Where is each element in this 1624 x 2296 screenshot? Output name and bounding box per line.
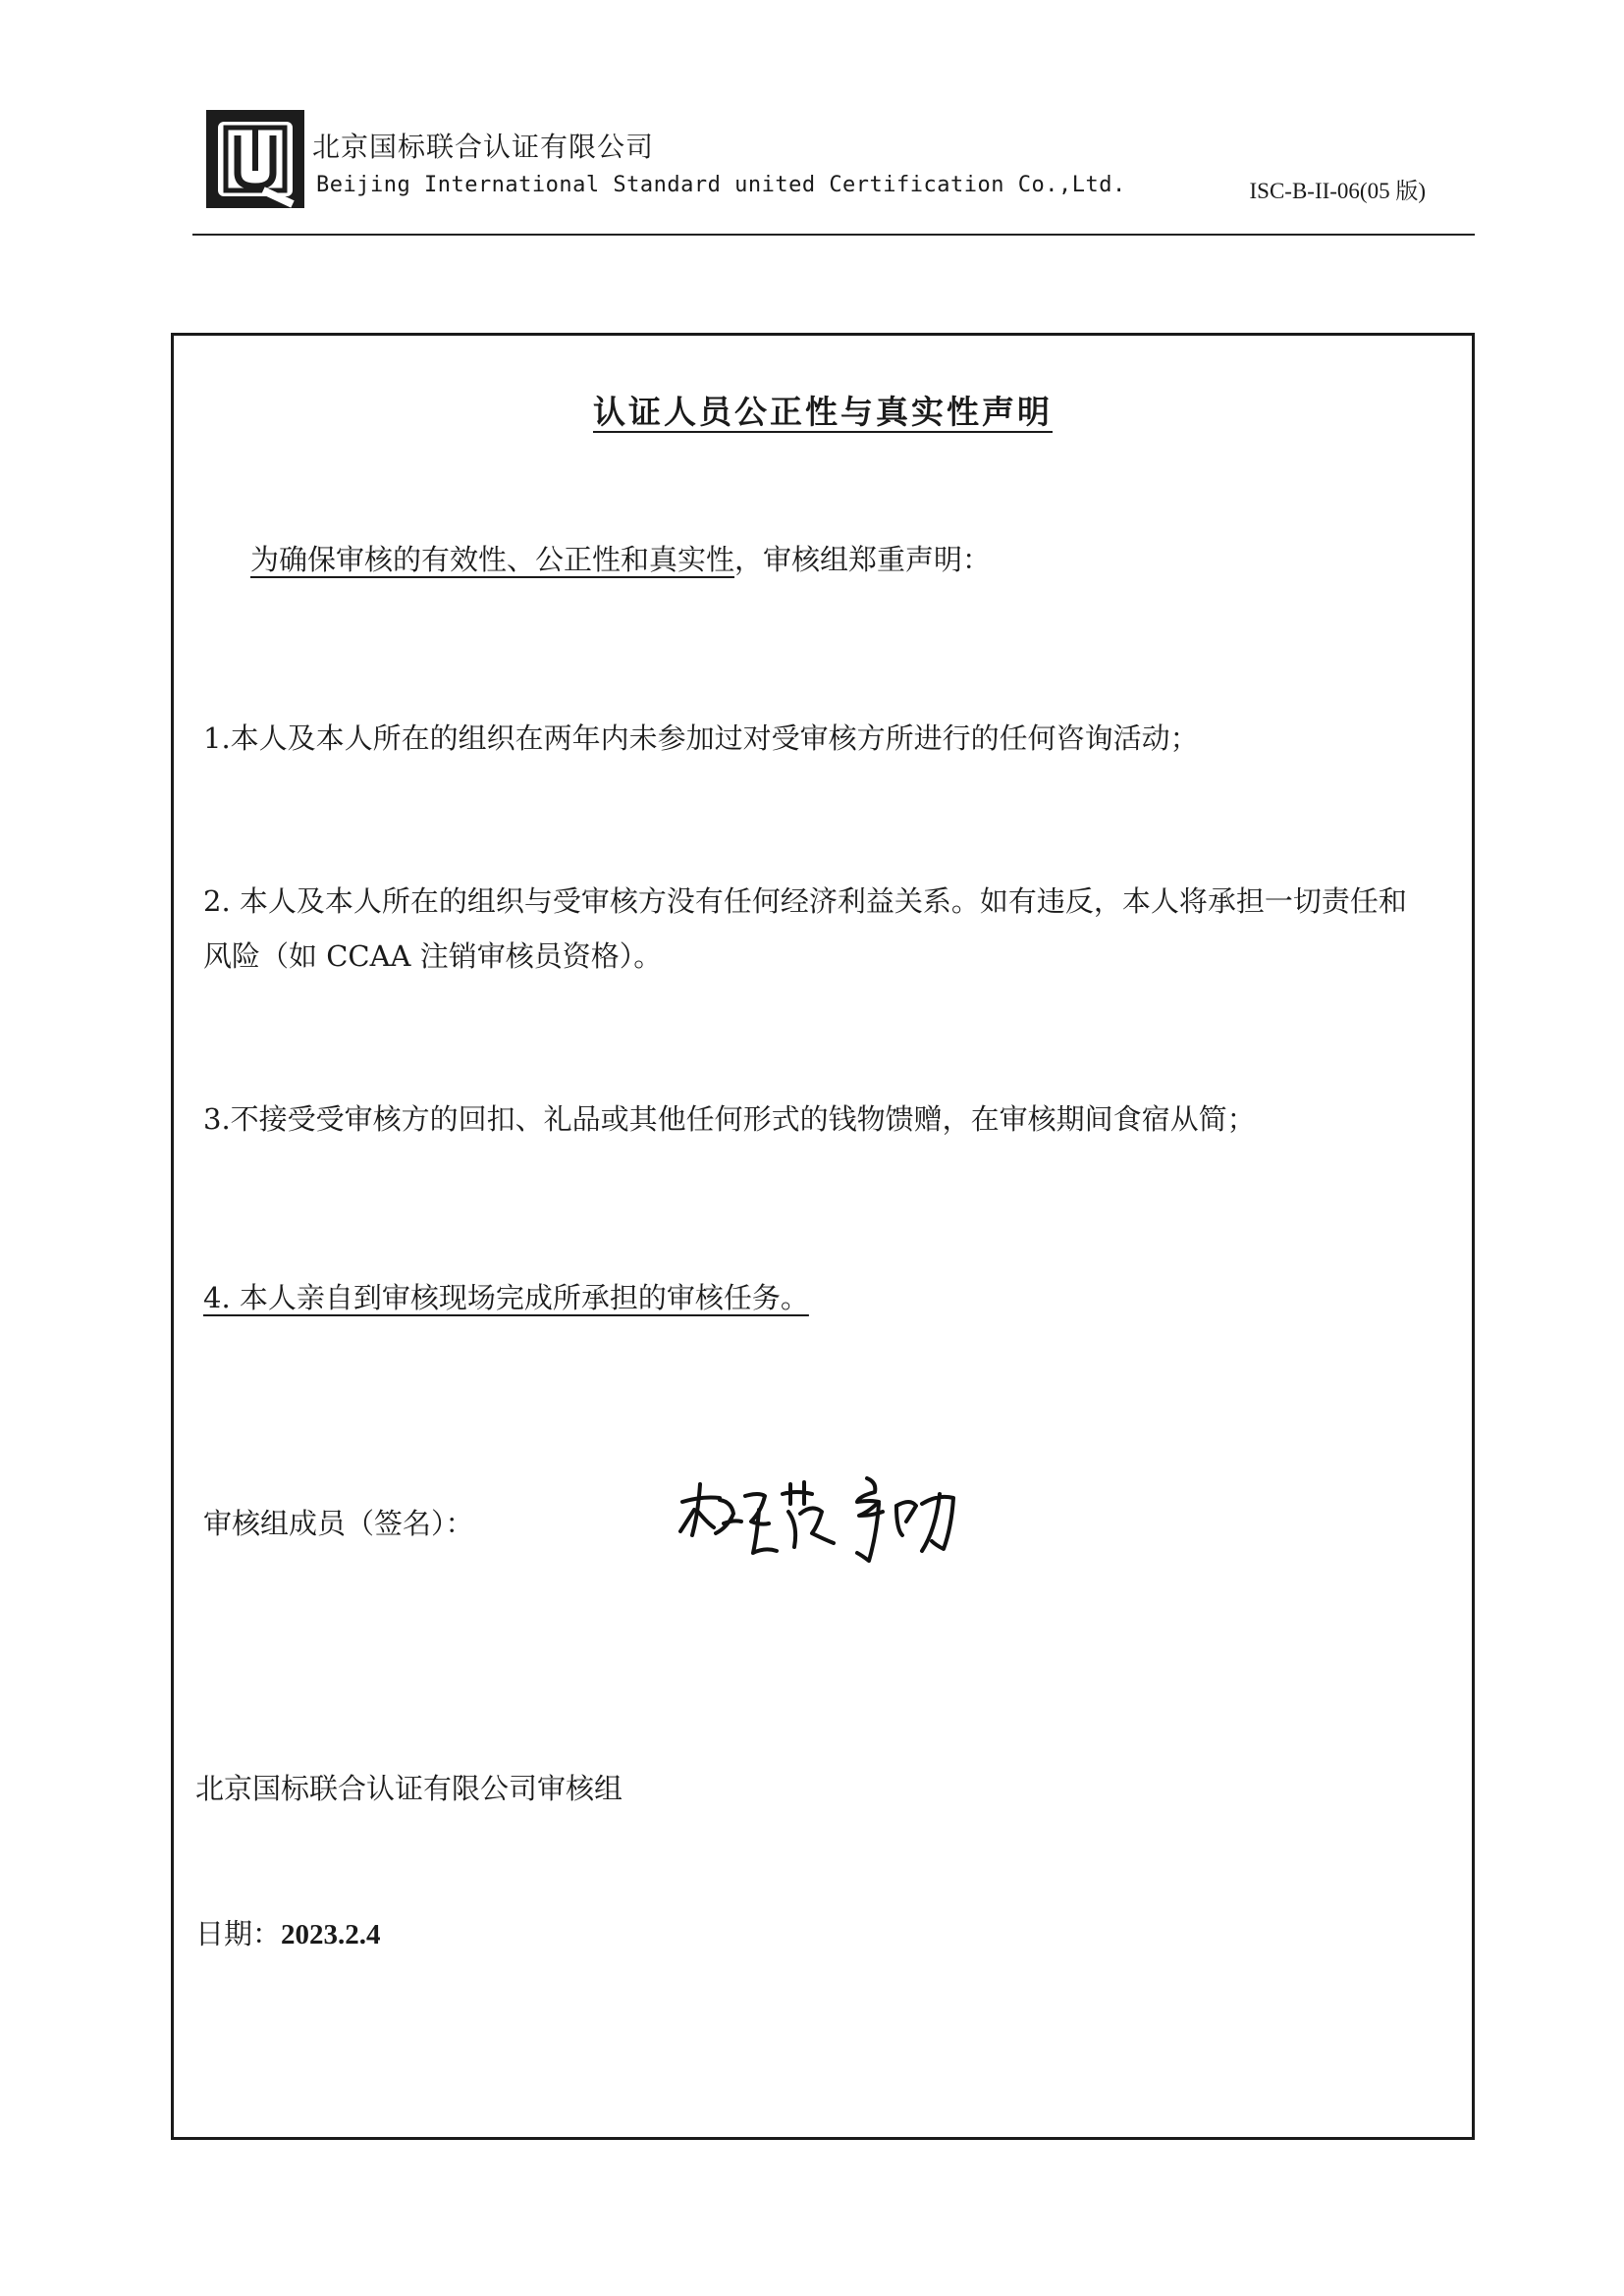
declaration-item-2-line-1: 2. 本人及本人所在的组织与受审核方没有任何经济利益关系。如有违反，本人将承担一切责任和 [203,884,1407,918]
company-name-en: Beijing International Standard united Certification Co.,Ltd. [316,173,1126,197]
audit-team-name: 北京国标联合认证有限公司审核组 [195,1772,623,1805]
handwritten-signature [675,1465,969,1573]
declaration-frame [171,333,1475,2140]
company-name-cn: 北京国标联合认证有限公司 [312,131,655,163]
intro-rest-text: ，审核组郑重声明： [734,543,992,576]
declaration-item-1: 1.本人及本人所在的组织在两年内未参加过对受审核方所进行的任何咨询活动； [203,721,1199,755]
members-label: 审核组成员（签名）： [203,1507,474,1540]
document-code: ISC-B-II-06(05 版) [1249,179,1426,203]
declaration-title: 认证人员公正性与真实性声明 [593,393,1053,431]
intro-underlined-text: 为确保审核的有效性、公正性和真实性 [250,543,735,576]
date-label: 日期： [195,1917,282,1950]
company-logo-icon [204,108,306,210]
document-header [192,108,1475,236]
declaration-item-2-line-2: 风险（如 CCAA 注销审核员资格）。 [203,939,663,973]
declaration-item-4: 4. 本人亲自到审核现场完成所承担的审核任务。 [203,1281,809,1314]
declaration-intro [250,532,991,587]
date-value: 2023.2.4 [281,1919,381,1950]
header-divider [192,234,1475,236]
declaration-item-3: 3.不接受受审核方的回扣、礼品或其他任何形式的钱物馈赠，在审核期间食宿从简； [203,1102,1256,1136]
date-row [195,1906,381,1962]
